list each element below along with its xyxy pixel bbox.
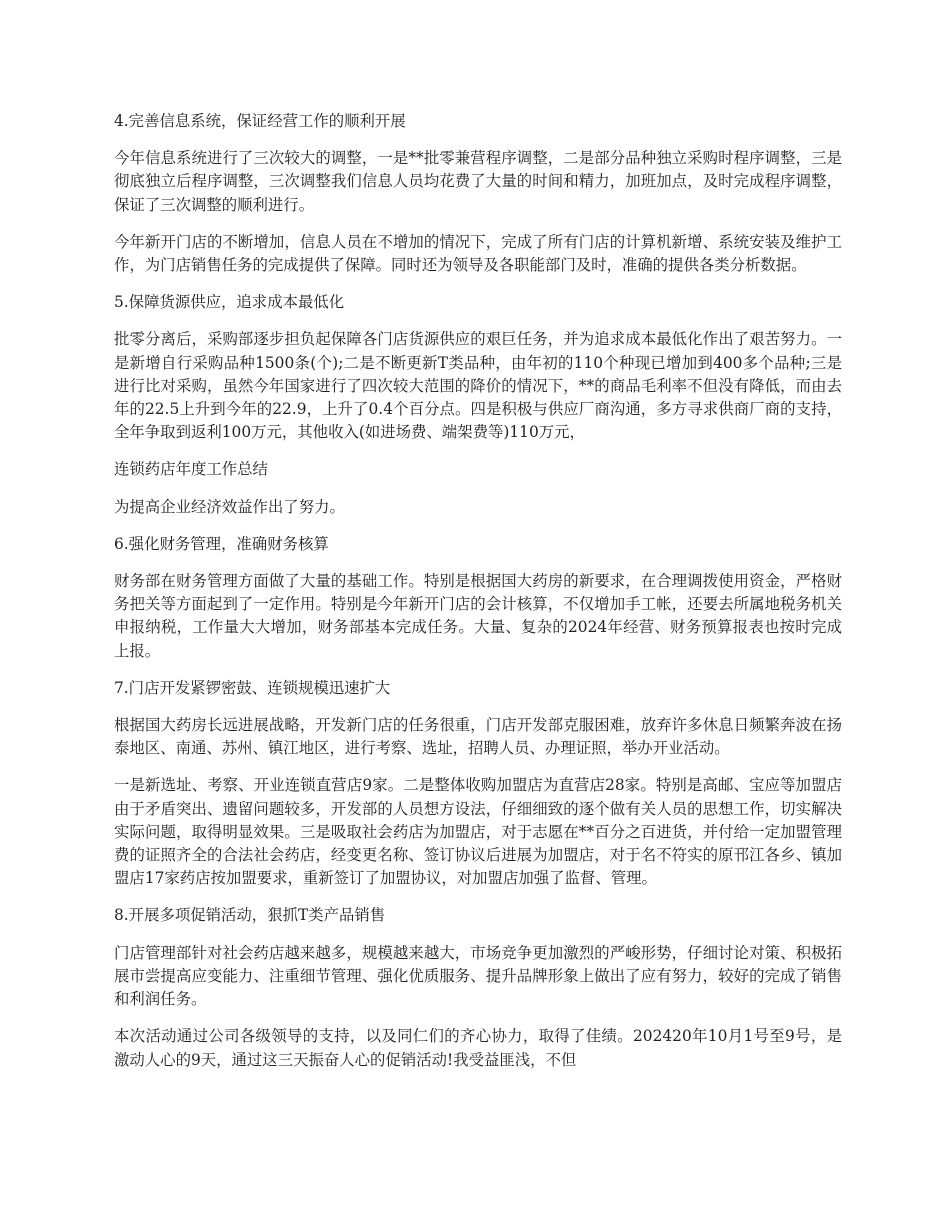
paragraph-store-expansion-details: 一是新选址、考察、开业连锁直营店9家。二是整体收购加盟店为直营店28家。特别是高邮、宝应等加盟店由于矛盾突出、遗留问题较多，开发部的人员想方设法，仔细细致的逐个做有关人员的思想工作，切实解决实际问题，取得明显效果。三是吸取社会药店为加盟店，对于志愿在**百分之百进货，并付给一定加盟管理费的证照齐全的合法社会药店，经变更名称、签订协议后进展为加盟店，对于名不符实的原邗江各乡、镇加盟店17家药店按加盟要求，重新签订了加盟协议，对加盟店加强了监督、管理。 bbox=[114, 776, 842, 888]
paragraph-procurement: 批零分离后，采购部逐步担负起保障各门店货源供应的艰巨任务，并为追求成本最低化作出了艰苦努力。一是新增自行采购品种1500条(个);二是不断更新T类品种，由年初的110个种现已增加到400多个品种;三是进行比对采购，虽然今年国家进行了四次较大范围的降价的情况下，**的商品毛利率不但没有降低，而由去年的22.5上升到今年的22.9，上升了0.4个百分点。四是积极与供应厂商沟通，多方寻求供商厂商的支持，全年争取到返利100万元，其他收入(如进场费、端架费等)110万元， bbox=[114, 330, 842, 442]
section-heading-8: 8.开展多项促销活动，狠抓T类产品销售 bbox=[114, 906, 386, 925]
section-heading-7: 7.门店开发紧锣密鼓、连锁规模迅速扩大 bbox=[114, 678, 391, 697]
paragraph-store-development: 根据国大药房长远进展战略，开发新门店的任务很重，门店开发部克服困难，放弃许多休息日频繁奔波在扬泰地区、南通、苏州、镇江地区，进行考察、选址，招聘人员、办理证照，举办开业活动。 bbox=[114, 716, 842, 758]
section-heading-4: 4.完善信息系统，保证经营工作的顺利开展 bbox=[114, 112, 406, 130]
paragraph-info-system-new-stores: 今年新开门店的不断增加，信息人员在不增加的情况下，完成了所有门店的计算机新增、系统安装及维护工作，为门店销售任务的完成提供了保障。同时还为领导及各职能部门及时，准确的提供各类分析数据。 bbox=[114, 232, 842, 275]
paragraph-report-title: 连锁药店年度工作总结 bbox=[114, 460, 268, 479]
paragraph-store-management: 门店管理部针对社会药店越来越多，规模越来越大，市场竞争更加激烈的严峻形势，仔细讨论对策、积极拓展市尝提高应变能力、注重细节管理、强化优质服务、提升品牌形象上做出了应有努力，较好的完成了销售和利润任务。 bbox=[114, 943, 842, 1009]
section-heading-6: 6.强化财务管理，准确财务核算 bbox=[114, 534, 329, 553]
paragraph-info-system-adjustments: 今年信息系统进行了三次较大的调整，一是**批零兼营程序调整，二是部分品种独立采购时程序调整，三是彻底独立后程序调整，三次调整我们信息人员均花费了大量的时间和精力，加班加点，及时完成程序调整，保证了三次调整的顺利进行。 bbox=[114, 149, 842, 214]
paragraph-promotion-event: 本次活动通过公司各级领导的支持，以及同仁们的齐心协力，取得了佳绩。202420年10月1号至9号，是激动人心的9天，通过这三天振奋人心的促销活动!我受益匪浅，不但 bbox=[114, 1027, 842, 1069]
document-page bbox=[114, 110, 842, 1086]
section-heading-5: 5.保障货源供应，追求成本最低化 bbox=[114, 293, 345, 312]
paragraph-efficiency: 为提高企业经济效益作出了努力。 bbox=[114, 497, 345, 516]
paragraph-finance: 财务部在财务管理方面做了大量的基础工作。特别是根据国大药房的新要求，在合理调拨使用资金，严格财务把关等方面起到了一定作用。特别是今年新开门店的会计核算，不仅增加手工帐，还要去所属地税务机关申报纳税，工作量大大增加，财务部基本完成任务。大量、复杂的2024年经营、财务预算报表也按时完成上报。 bbox=[114, 572, 842, 660]
